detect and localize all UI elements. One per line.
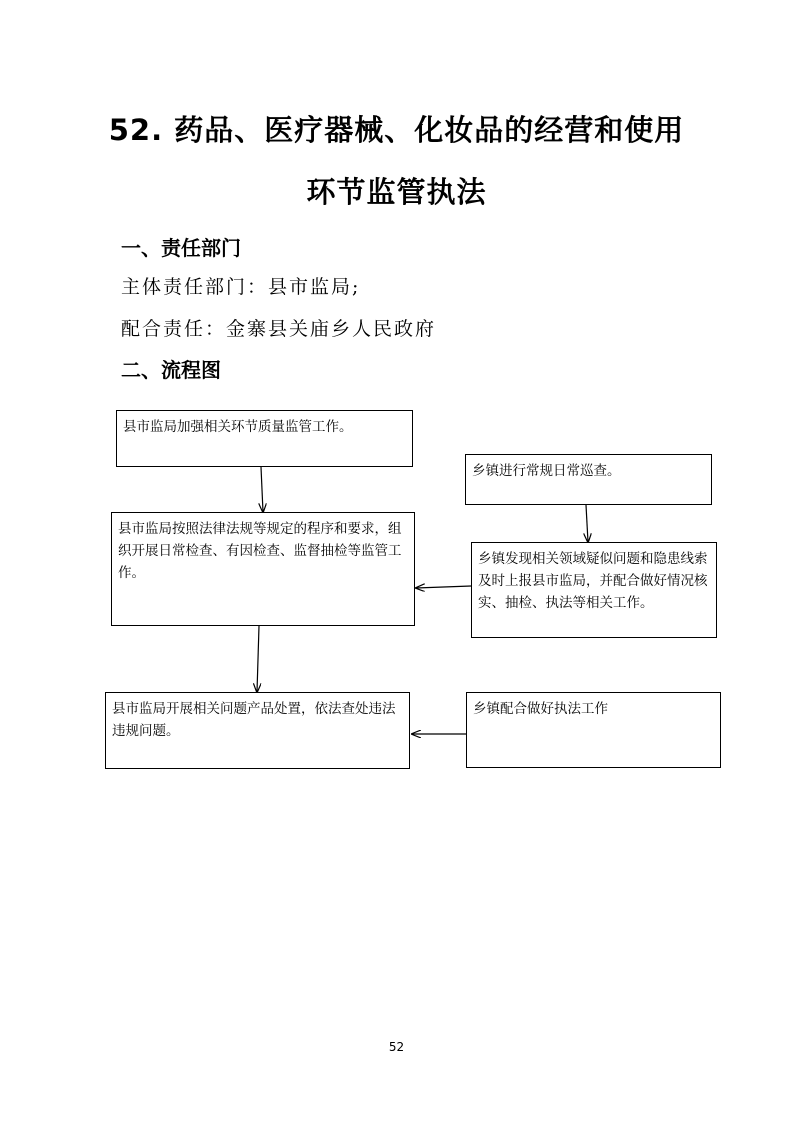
flow-box-disposal: 县市监局开展相关问题产品处置，依法查处违法违规问题。 [105,692,410,769]
flow-box-supervision: 县市监局加强相关环节质量监管工作。 [116,410,413,467]
section-heading-responsibility: 一、责任部门 [121,236,241,260]
flow-box-township-patrol: 乡镇进行常规日常巡查。 [465,454,712,505]
arrow-box2-to-box4 [586,505,588,542]
document-title-line2: 环节监管执法 [306,175,487,209]
arrow-box4-to-box3 [416,586,471,588]
main-responsible-department: 主体责任部门：县市监局; [121,276,361,298]
arrow-box1-to-box3 [261,467,263,512]
cooperating-department: 配合责任：金寨县关庙乡人民政府 [121,318,437,340]
section-heading-flowchart: 二、流程图 [121,358,221,382]
arrow-box3-to-box5 [257,626,259,692]
page-number: 52 [388,1040,405,1054]
flow-box-township-enforcement: 乡镇配合做好执法工作 [466,692,721,768]
flow-box-township-report: 乡镇发现相关领域疑似问题和隐患线索及时上报县市监局，并配合做好情况核实、抽检、执法等相关工作。 [471,542,717,638]
flow-box-inspection: 县市监局按照法律法规等规定的程序和要求，组织开展日常检查、有因检查、监督抽检等监管工作。 [111,512,415,626]
document-title-line1: 52. 药品、医疗器械、化妆品的经营和使用 [108,113,685,147]
